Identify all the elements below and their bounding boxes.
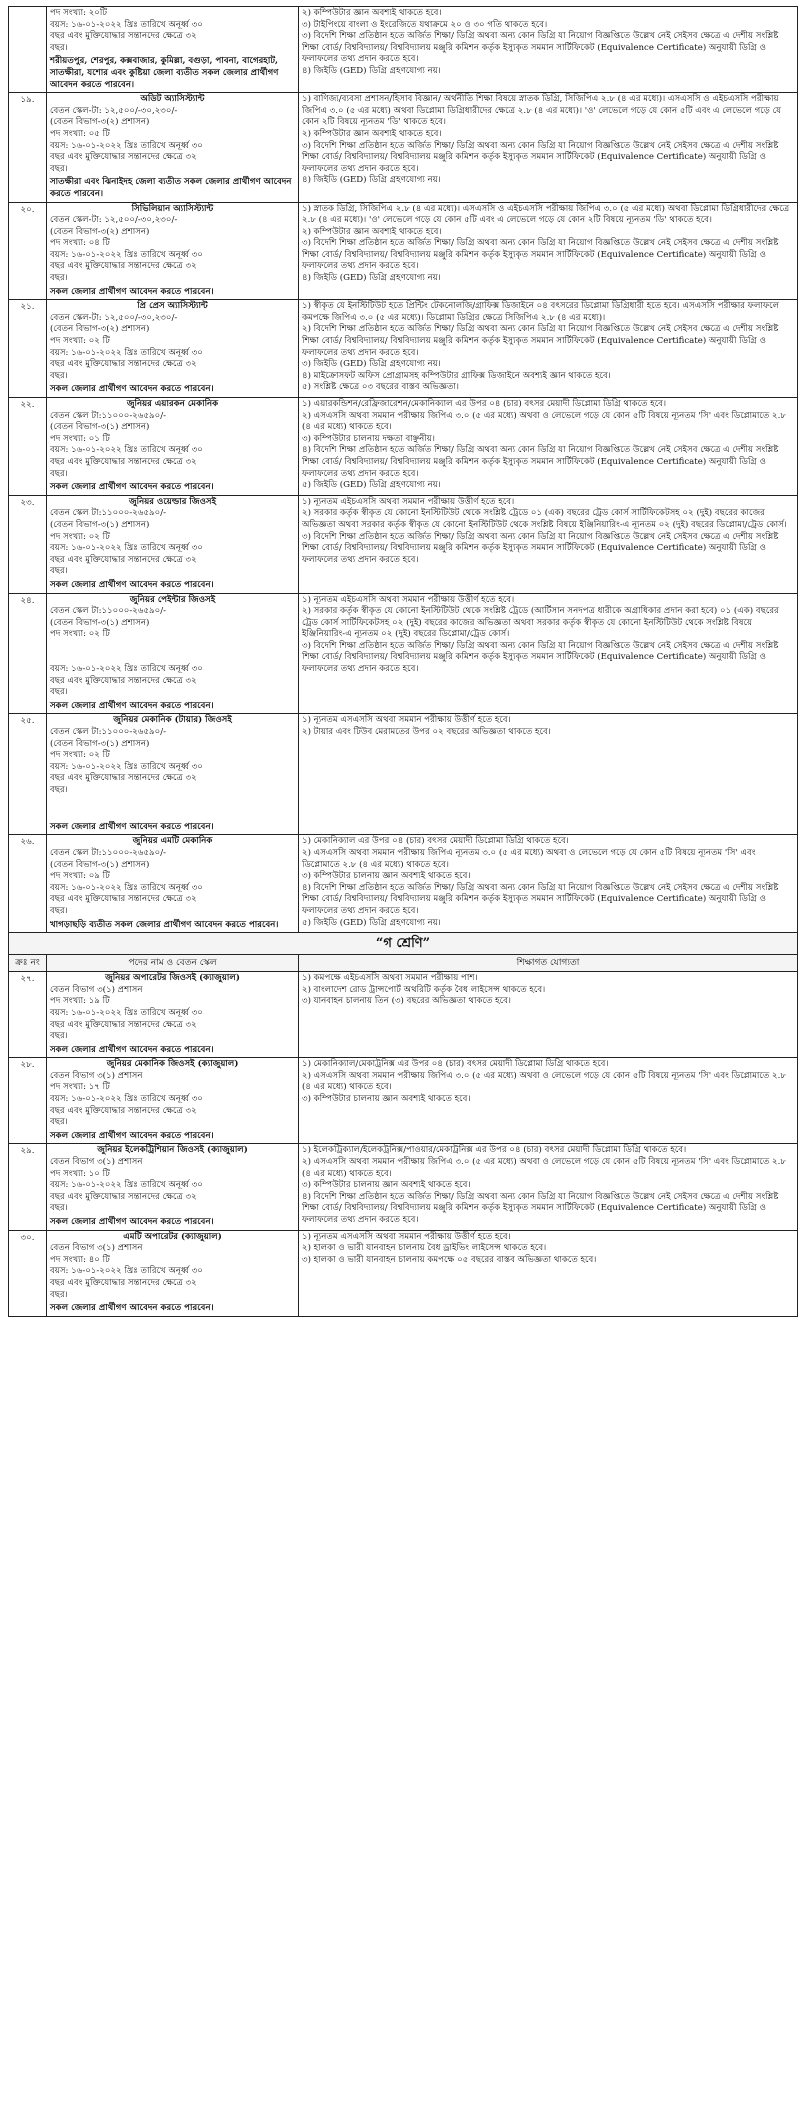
post-title: জুনিয়র মেকানিক জিওসই (ক্যাজুয়াল) — [106, 1059, 239, 1070]
post-detail-line: বছর। — [50, 370, 68, 381]
post-detail-line: পদ সংখ্যা: ০২ টি — [50, 629, 110, 640]
serial-number: ২৮. — [9, 1058, 47, 1144]
post-detail-line: (বেতন বিভাগ-৩(১) প্রশাসন) — [50, 738, 150, 749]
qualification-item: ২) এসএসসি অথবা সমমান পরীক্ষায় জিপিএ ৩.০ (৫ এর মধ্যে) অথবা ও লেভেলে গড়ে যে কোন ৫টি বিষয়ে ন্যূনতম 'সি' এবং ডিপ্লোমাতে ২.৮ (৪ এর মধ্যে) থাকতে হবে। — [302, 1070, 786, 1093]
post-detail-line: বছর। — [50, 785, 68, 795]
qualification-item: ৩) কম্পিউটার চালনায় জ্ঞান অবশ্যই থাকতে হবে। — [302, 871, 471, 882]
post-title: জুনিয়র ওয়েল্ডার জিওসই — [128, 496, 217, 507]
table-row — [9, 1230, 798, 1316]
eligible-districts-note: সাতক্ষীরা এবং ঝিনাইদহ জেলা ব্যতীত সকল জেলার প্রার্থীগণ আবেদন করতে পারবেন। — [50, 177, 292, 199]
post-details — [47, 1230, 299, 1316]
post-detail-line: বয়স: ১৬-০১-২০২২ খ্রিঃ তারিখে অনূর্ধ্ব ৩০ — [50, 1180, 203, 1191]
eligible-districts-note: শরীয়তপুর, শেরপুর, কক্সবাজার, কুমিল্লা, বগুড়া, পাবনা, বাগেরহাট, সাতক্ষীরা, যশোর এবং কুষ্টিয়া জেলা ব্যতীত সকল জেলার প্রার্থীগণ আবেদন করতে পারবেন। — [50, 56, 279, 90]
qualification-item: ১) ন্যূনতম এসএসসি অথবা সমমান পরীক্ষায় উত্তীর্ণ হতে হবে। — [302, 715, 511, 726]
table-header-row — [9, 955, 798, 972]
post-detail-line: বছর এবং মুক্তিযোদ্ধার সন্তানদের ক্ষেত্রে ৩২ — [50, 456, 197, 467]
serial-number: ২৪. — [9, 593, 47, 714]
table-row — [9, 835, 798, 933]
qualification-item: ৩) কম্পিউটার চালনায় জ্ঞান অবশ্যই থাকতে হবে। — [302, 1094, 471, 1105]
qualification-cell — [299, 714, 798, 835]
post-detail-line: বছর। — [50, 1117, 68, 1128]
eligible-districts-note: সকল জেলার প্রার্থীগণ আবেদন করতে পারবেন। — [50, 821, 214, 832]
qualification-item: ১) ন্যূনতম এসএসসি অথবা সমমান পরীক্ষায় উত্তীর্ণ হতে হবে। — [302, 1231, 511, 1242]
qualification-cell — [299, 300, 798, 398]
eligible-districts-note: খাগড়াছড়ি ব্যতীত সকল জেলার প্রার্থীগণ আবেদন করতে পারবেন। — [50, 919, 279, 930]
eligible-districts-note: সকল জেলার প্রার্থীগণ আবেদন করতে পারবেন। — [50, 286, 214, 297]
post-details — [47, 93, 299, 202]
post-details — [47, 300, 299, 398]
qualification-item: ১) মেকানিক্যাল/মেকাট্রনিক্স এর উপর ০৪ (চার) বৎসর মেয়াদী ডিপ্লোমা ডিগ্রি থাকতে হবে। — [302, 1059, 609, 1070]
post-detail-line: (বেতন বিভাগ-৩(২) প্রশাসন) — [50, 226, 150, 237]
post-details — [47, 495, 299, 593]
post-detail-line: বছর এবং মুক্তিযোদ্ধার সন্তানদের ক্ষেত্রে ৩২ — [50, 894, 197, 905]
qualification-item: ২) এসএসসি অথবা সমমান পরীক্ষায় জিপিএ ৩.০ (৫ এর মধ্যে) অথবা ও লেভেলে গড়ে যে কোন ৫টি বিষয়ে ন্যূনতম 'সি' এবং ডিপ্লোমাতে ২.৮ (৪ এর মধ্যে) থাকতে হবে। — [302, 410, 786, 433]
post-detail-line: বছর এবং মুক্তিযোদ্ধার সন্তানদের ক্ষেত্রে ৩২ — [50, 261, 197, 272]
post-detail-line: বছর। — [50, 42, 68, 53]
post-detail-line: বয়স: ১৬-০১-২০২২ খ্রিঃ তারিখে অনূর্ধ্ব ৩০ — [50, 249, 203, 260]
post-detail-line: বেতন স্কেল টা:১১০০০-২৬৫৯০/- — [50, 606, 166, 617]
table-row — [9, 300, 798, 398]
qualification-item: ৩) বিদেশি শিক্ষা প্রতিষ্ঠান হতে অর্জিত শিক্ষা/ ডিগ্রি অথবা অন্য কোন ডিগ্রি যা নিয়োগ বিজ্ঞপ্তিতে উল্লেখ নেই সেইসব ক্ষেত্রে এ দেশীয় সংশ্লিষ্ট শিক্ষা বোর্ড/ বিশ্ববিদ্যালয়/ বিশ্ববিদ্যালয় মঞ্জুরি কমিশন কর্তৃক ইস্যুকৃত সমমান সার্টিফিকেট (Equivalence Certificate) অনুযায়ী ডিগ্রি ও ফলাফলের তথ্য প্রদান করতে হবে। — [302, 140, 779, 174]
serial-number: ১৯. — [9, 93, 47, 202]
blank-line — [50, 797, 295, 809]
qualification-cell — [299, 1058, 798, 1144]
post-detail-line: পদ সংখ্যা: ০৯ টি — [50, 871, 110, 882]
post-title: জুনিয়র ইলেকট্রিশিয়ান জিওসই (ক্যাজুয়াল) — [97, 1145, 248, 1156]
eligible-districts-note: সকল জেলার প্রার্থীগণ আবেদন করতে পারবেন। — [50, 579, 214, 590]
qualification-item: ১) স্বীকৃত যে ইনস্টিটিউট হতে প্রিন্টিং টেকনোলজি/গ্রাফিক্স ডিজাইনে ০৪ বৎসরের ডিপ্লোমা ডিগ্রিধারী হতে হবে। এসএসসি পরীক্ষার ফলাফলে কমপক্ষে জিপিএ ৩.০ (৫ এর মধ্যে)। ডিপ্লোমা ডিগ্রির ক্ষেত্রে সিজিপিএ ২.৮ (৪ এর মধ্যে)। — [302, 301, 779, 323]
post-detail-line: পদ সংখ্যা: ১৭ টি — [50, 1082, 110, 1093]
qualification-item: ২) সরকার কর্তৃক স্বীকৃত যে কোনো ইনস্টিটিউট থেকে সংশ্লিষ্ট ট্রেডে ০১ (এক) বছরের ট্রেড কোর্স সার্টিফিকেটসহ ০২ (দুই) বছরের কাজের অভিজ্ঞতা অথবা সরকার কর্তৃক স্বীকৃত যে কোনো ইনস্টিটিউট থেকে সংশ্লিষ্ট বিষয়ে ইঞ্জিনিয়ারিং-এ ন্যূনতম ০২ (দুই) বছরের ডিপ্লোমা/ট্রেড কোর্স। — [302, 508, 787, 530]
post-detail-line: পদ সংখ্যা: ০৫ টি — [50, 128, 110, 139]
post-details — [47, 714, 299, 835]
category-c-heading-row — [9, 933, 798, 955]
category-c-section — [9, 933, 798, 972]
serial-number: ২৭. — [9, 972, 47, 1058]
post-detail-line: বয়স: ১৬-০১-২০২২ খ্রিঃ তারিখে অনূর্ধ্ব ৩০ — [50, 664, 203, 675]
post-detail-line: বছর। — [50, 1289, 68, 1300]
post-detail-line: বয়স: ১৬-০১-২০২২ খ্রিঃ তারিখে অনূর্ধ্ব ৩০ — [50, 1007, 203, 1018]
qualification-item: ২) বাংলাদেশ রোড ট্রান্সপোর্ট অথরিটি কর্তৃক বৈধ লাইসেন্স থাকতে হবে। — [302, 984, 546, 995]
post-detail-line: বছর। — [50, 905, 68, 916]
qualification-item: ৩) বিদেশি শিক্ষা প্রতিষ্ঠান হতে অর্জিত শিক্ষা/ ডিগ্রি অথবা অন্য কোন ডিগ্রি যা নিয়োগ বিজ্ঞপ্তিতে উল্লেখ নেই সেইসব ক্ষেত্রে এ দেশীয় সংশ্লিষ্ট শিক্ষা বোর্ড/ বিশ্ববিদ্যালয়/ বিশ্ববিদ্যালয় মঞ্জুরি কমিশন কর্তৃক ইস্যুকৃত সমমান সার্টিফিকেট (Equivalence Certificate) অনুযায়ী ডিগ্রি ও ফলাফলের তথ্য প্রদান করতে হবে। — [302, 531, 779, 565]
qualification-item: ২) সরকার কর্তৃক স্বীকৃত যে কোনো ইনস্টিটিউট থেকে সংশ্লিষ্ট ট্রেডে (আর্টিসান সনদপত্র ধারীকে অগ্রাধিকার প্রদান করা হবে) ০১ (এক) বছরের ট্রেড কোর্স সার্টিফিকেটসহ ০২ (দুই) বছরের কাজের অভিজ্ঞতা অথবা সরকার কর্তৃক স্বীকৃত যে কোনো ইনস্টিটিউট থেকে সংশ্লিষ্ট বিষয়ে ইঞ্জিনিয়ারিং-এ ন্যূনতম ০২ (দুই) বছরের ডিপ্লোমা/ট্রেড কোর্স। — [302, 606, 779, 640]
qualification-item: ২) কম্পিউটার জ্ঞান অবশ্যই থাকতে হবে। — [302, 128, 442, 139]
category-c-rows — [9, 972, 798, 1317]
post-detail-line: পদ সংখ্যা: ০২ টি — [50, 531, 110, 542]
blank-line — [50, 641, 295, 653]
post-detail-line: পদ সংখ্যা: ২০টি — [50, 8, 108, 18]
post-detail-line: বছর এবং মুক্তিযোদ্ধার সন্তানদের ক্ষেত্রে ৩২ — [50, 773, 197, 784]
post-detail-line: বয়স: ১৬-০১-২০২২ খ্রিঃ তারিখে অনূর্ধ্ব ৩০ — [50, 761, 203, 772]
post-detail-line: বেতন বিভাগ ৩(১) প্রশাসন — [50, 1157, 143, 1168]
post-title: জুনিয়র মেকানিক (টায়ার) জিওসই — [113, 715, 232, 726]
qualification-item: ৩) কম্পিউটার চালনায় জ্ঞান অবশ্যই থাকতে হবে। — [302, 1180, 471, 1191]
eligible-districts-note: সকল জেলার প্রার্থীগণ আবেদন করতে পারবেন। — [50, 482, 214, 493]
qualification-cell — [299, 398, 798, 496]
post-detail-line: বছর। — [50, 1031, 68, 1042]
qualification-item: ১) স্নাতক ডিগ্রি, সিজিপিএ ২.৮ (৪ এর মধ্যে)। এসএসসি ও এইচএসসি পরীক্ষায় জিপিএ ৩.০ (৫ এর মধ্যে) অথবা ডিপ্লোমা ডিগ্রিধারীদের ক্ষেত্রে ২.৮ (৪ এর মধ্যে)। 'ও' লেভেলে গড়ে যে কোন ৫টি এবং এ লেভেলে গড়ে যে কোন ২টি বিষয়ে ন্যূনতম 'ডি' থাকতে হবে। — [302, 203, 790, 226]
qualification-item: ২) কম্পিউটার জ্ঞান অবশ্যই থাকতে হবে। — [302, 226, 442, 237]
post-details — [47, 1144, 299, 1230]
table-row — [9, 714, 798, 835]
post-details — [47, 1058, 299, 1144]
qualification-cell — [299, 1144, 798, 1230]
serial-number: ২২. — [9, 398, 47, 496]
post-detail-line: বয়স: ১৬-০১-২০২২ খ্রিঃ তারিখে অনূর্ধ্ব ৩০ — [50, 882, 203, 893]
post-details — [47, 835, 299, 933]
qualification-item: ১) এয়ারকন্ডিশন/রেফ্রিজারেশন/মেকানিক্যাল এর উপর ০৪ (চার) বৎসর মেয়াদী ডিপ্লোমা ডিগ্রি থাকতে হবে। — [302, 399, 667, 409]
post-detail-line: বেতন স্কেল টা:১১০০০-২৬৫৯০/- — [50, 410, 166, 421]
qualification-item: ১) কমপক্ষে এইচএসসি অথবা সমমান পরীক্ষায় পাশ। — [302, 973, 478, 984]
qualification-item: ২) এসএসসি অথবা সমমান পরীক্ষায় জিপিএ ৩.০ (৫ এর মধ্যে) অথবা ও লেভেলে গড়ে যে কোন ৫টি বিষয়ে ন্যূনতম 'সি' এবং ডিপ্লোমাতে ২.৮ (৪ এর মধ্যে) থাকতে হবে। — [302, 1157, 786, 1179]
qualification-item: ৩) বিদেশি শিক্ষা প্রতিষ্ঠান হতে অর্জিত শিক্ষা/ ডিগ্রি অথবা অন্য কোন ডিগ্রি যা নিয়োগ বিজ্ঞপ্তিতে উল্লেখ নেই সেইসব ক্ষেত্রে এ দেশীয় সংশ্লিষ্ট শিক্ষা বোর্ড/ বিশ্ববিদ্যালয়/ বিশ্ববিদ্যালয় মঞ্জুরি কমিশন কর্তৃক ইস্যুকৃত সমমান সার্টিফিকেট (Equivalence Certificate) অনুযায়ী ডিগ্রি ও ফলাফলের তথ্য প্রদান করতে হবে। — [302, 640, 779, 675]
serial-number: ২৬. — [9, 835, 47, 933]
post-detail-line: বছর এবং মুক্তিযোদ্ধার সন্তানদের ক্ষেত্রে ৩২ — [50, 675, 197, 686]
header-post-name: পদের নাম ও বেতন স্কেল — [47, 955, 299, 972]
qualification-item: ২) টায়ার এবং টিউব মেরামতের উপর ০২ বছরের অভিজ্ঞতা থাকতে হবে। — [302, 727, 551, 738]
table-row — [9, 495, 798, 593]
table-row — [9, 202, 798, 300]
table-row — [9, 398, 798, 496]
post-title: জুনিয়র এয়ারকন মেকানিক — [126, 399, 219, 409]
post-detail-line: বছর। — [50, 273, 68, 284]
post-details — [47, 7, 299, 93]
qualification-item: ৩) টাইপিংয়ে বাংলা ও ইংরেজিতে যথাক্রমে ২০ ও ৩০ গতি থাকতে হবে। — [302, 19, 548, 30]
table-row — [9, 1058, 798, 1144]
qualification-item: ৩) বিদেশি শিক্ষা প্রতিষ্ঠান হতে অর্জিত শিক্ষা/ ডিগ্রি অথবা অন্য কোন ডিগ্রি যা নিয়োগ বিজ্ঞপ্তিতে উল্লেখ নেই সেইসব ক্ষেত্রে এ দেশীয় সংশ্লিষ্ট শিক্ষা বোর্ড/ বিশ্ববিদ্যালয়/ বিশ্ববিদ্যালয় মঞ্জুরি কমিশন কর্তৃক ইস্যুকৃত সমমান সার্টিফিকেট (Equivalence Certificate) অনুযায়ী ডিগ্রি ও ফলাফলের তথ্য প্রদান করতে হবে। — [302, 31, 779, 65]
post-detail-line: বছর এবং মুক্তিযোদ্ধার সন্তানদের ক্ষেত্রে ৩২ — [50, 1277, 197, 1288]
qualification-item: ৩) কম্পিউটার চালনায় দক্ষতা বাঞ্ছনীয়। — [302, 433, 435, 444]
serial-number: ২৯. — [9, 1144, 47, 1230]
post-detail-line: বছর এবং মুক্তিযোদ্ধার সন্তানদের ক্ষেত্রে ৩২ — [50, 359, 197, 370]
qualification-cell — [299, 202, 798, 300]
post-detail-line: পদ সংখ্যা: ০৪ টি — [50, 238, 110, 249]
post-detail-line: বয়স: ১৬-০১-২০২২ খ্রিঃ তারিখে অনূর্ধ্ব ৩০ — [50, 445, 203, 456]
post-detail-line: (বেতন বিভাগ-৩(১) প্রশাসন) — [50, 422, 150, 433]
post-detail-line: বয়স: ১৬-০১-২০২২ খ্রিঃ তারিখে অনূর্ধ্ব ৩০ — [50, 347, 203, 358]
post-detail-line: বছর এবং মুক্তিযোদ্ধার সন্তানদের ক্ষেত্রে ৩২ — [50, 31, 197, 42]
qualification-item: ৩) জিইডি (GED) ডিগ্রি গ্রহণযোগ্য নয়। — [302, 359, 441, 370]
post-detail-line: (বেতন বিভাগ-৩(১) প্রশাসন) — [50, 617, 150, 628]
qualification-item: ৫) জিইডি (GED) ডিগ্রি গ্রহণযোগ্য নয়। — [302, 480, 441, 491]
post-detail-line: পদ সংখ্যা: ০১ টি — [50, 433, 110, 444]
post-detail-line: বেতন স্কেল-টা: ১২,৫০০/-৩০,২৩০/- — [50, 105, 178, 116]
qualification-item: ২) বিদেশি শিক্ষা প্রতিষ্ঠান হতে অর্জিত শিক্ষা/ ডিগ্রি অথবা অন্য কোন ডিগ্রি যা নিয়োগ বিজ্ঞপ্তিতে উল্লেখ নেই সেইসব ক্ষেত্রে এ দেশীয় সংশ্লিষ্ট শিক্ষা বোর্ড/ বিশ্ববিদ্যালয়/ বিশ্ববিদ্যালয় মঞ্জুরি কমিশন কর্তৃক ইস্যুকৃত সমমান সার্টিফিকেট (Equivalence Certificate) অনুযায়ী ডিগ্রি ও ফলাফলের তথ্য প্রদান করতে হবে। — [302, 324, 779, 358]
post-detail-line: বছর। — [50, 1203, 68, 1214]
qualification-item: ৩) বিদেশি শিক্ষা প্রতিষ্ঠান হতে অর্জিত শিক্ষা/ ডিগ্রি অথবা অন্য কোন ডিগ্রি যা নিয়োগ বিজ্ঞপ্তিতে উল্লেখ নেই সেইসব ক্ষেত্রে এ দেশীয় সংশ্লিষ্ট শিক্ষা বোর্ড/ বিশ্ববিদ্যালয়/ বিশ্ববিদ্যালয় মঞ্জুরি কমিশন কর্তৃক ইস্যুকৃত সমমান সার্টিফিকেট (Equivalence Certificate) অনুযায়ী ডিগ্রি ও ফলাফলের তথ্য প্রদান করতে হবে। — [302, 238, 779, 272]
qualification-cell — [299, 1230, 798, 1316]
qualification-cell — [299, 972, 798, 1058]
qualification-item: ২) হালকা ও ভারী যানবাহন চালনায় বৈধ ড্রাইভিং লাইসেন্স থাকতে হবে। — [302, 1243, 547, 1254]
post-title: সিভিলিয়ান অ্যাসিস্ট্যান্ট — [131, 203, 214, 214]
post-detail-line: বয়স: ১৬-০১-২০২২ খ্রিঃ তারিখে অনূর্ধ্ব ৩০ — [50, 1094, 203, 1105]
qualification-cell — [299, 93, 798, 202]
qualification-item: ৪) বিদেশি শিক্ষা প্রতিষ্ঠান হতে অর্জিত শিক্ষা/ ডিগ্রি অথবা অন্য কোন ডিগ্রি যা নিয়োগ বিজ্ঞপ্তিতে উল্লেখ নেই সেইসব ক্ষেত্রে এ দেশীয় সংশ্লিষ্ট শিক্ষা বোর্ড/ বিশ্ববিদ্যালয়/ বিশ্ববিদ্যালয় মঞ্জুরি কমিশন কর্তৃক ইস্যুকৃত সমমান সার্টিফিকেট (Equivalence Certificate) অনুযায়ী ডিগ্রি ও ফলাফলের তথ্য প্রদান করতে হবে। — [302, 445, 779, 479]
post-details — [47, 593, 299, 714]
qualification-cell — [299, 593, 798, 714]
post-detail-line: বছর। — [50, 163, 68, 174]
eligible-districts-note: সকল জেলার প্রার্থীগণ আবেদন করতে পারবেন। — [50, 384, 214, 395]
post-title: অডিট অ্যাসিস্ট্যান্ট — [140, 94, 205, 105]
header-serial: ক্রঃ নং — [9, 955, 47, 972]
qualification-item: ৪) জিইডি (GED) ডিগ্রি গ্রহণযোগ্য নয়। — [302, 65, 441, 76]
qualification-item: ৪) জিইডি (GED) ডিগ্রি গ্রহণযোগ্য নয়। — [302, 273, 441, 284]
post-detail-line: বছর এবং মুক্তিযোদ্ধার সন্তানদের ক্ষেত্রে ৩২ — [50, 1105, 197, 1116]
eligible-districts-note: সকল জেলার প্রার্থীগণ আবেদন করতে পারবেন। — [50, 1130, 214, 1141]
qualification-item: ১) ন্যূনতম এইচএসসি অথবা সমমান পরীক্ষায় উত্তীর্ণ হতে হবে। — [302, 496, 515, 507]
post-detail-line: বেতন স্কেল টা:১১০০০-২৬৫৯০/- — [50, 727, 166, 738]
qualification-item: ১) মেকানিক্যাল এর উপর ০৪ (চার) বৎসর মেয়াদী ডিপ্লোমা ডিগ্রি থাকতে হবে। — [302, 836, 569, 847]
post-title: জুনিয়র অপারেটর জিওসই (ক্যাজুয়াল) — [105, 973, 240, 984]
table-row — [9, 972, 798, 1058]
eligible-districts-note: সকল জেলার প্রার্থীগণ আবেদন করতে পারবেন। — [50, 1303, 214, 1314]
qualification-item: ৫) সংশ্লিষ্ট ক্ষেত্রে ০৩ বছরের বাস্তব অভিজ্ঞতা। — [302, 382, 459, 393]
qualification-item: ৪) মাইক্রোসফট অফিস প্রোগ্রামসহ কম্পিউটার গ্রাফিক্স ডিজাইনে অবশ্যই জ্ঞান থাকতে হবে। — [302, 370, 611, 381]
qualification-cell — [299, 495, 798, 593]
post-detail-line: পদ সংখ্যা: ০২ টি — [50, 750, 110, 761]
qualification-item: ৩) যানবাহন চালনায় তিন (৩) বছরের অভিজ্ঞতা থাকতে হবে। — [302, 996, 511, 1007]
post-details — [47, 202, 299, 300]
serial-number — [9, 7, 47, 93]
serial-number: ২৫. — [9, 714, 47, 835]
qualification-item: ৫) জিইডি (GED) ডিগ্রি গ্রহণযোগ্য নয়। — [302, 917, 441, 928]
post-detail-line: (বেতন বিভাগ-৩(১) প্রশাসন) — [50, 859, 150, 870]
post-detail-line: বেতন বিভাগ ৩(১) প্রশাসন — [50, 984, 143, 995]
qualification-item: ৪) বিদেশি শিক্ষা প্রতিষ্ঠান হতে অর্জিত শিক্ষা/ ডিগ্রি অথবা অন্য কোন ডিগ্রি যা নিয়োগ বিজ্ঞপ্তিতে উল্লেখ নেই সেইসব ক্ষেত্রে এ দেশীয় সংশ্লিষ্ট শিক্ষা বোর্ড/ বিশ্ববিদ্যালয়/ বিশ্ববিদ্যালয় মঞ্জুরি কমিশন কর্তৃক ইস্যুকৃত সমমান সার্টিফিকেট (Equivalence Certificate) অনুযায়ী ডিগ্রি ও ফলাফলের তথ্য প্রদান করতে হবে। — [302, 1191, 779, 1225]
post-detail-line: বয়স: ১৬-০১-২০২২ খ্রিঃ তারিখে অনূর্ধ্ব ৩০ — [50, 19, 203, 30]
post-detail-line: (বেতন বিভাগ-৩(২) প্রশাসন) — [50, 324, 150, 335]
post-detail-line: (বেতন বিভাগ-৩(১) প্রশাসন) — [50, 519, 150, 530]
post-title: জুনিয়র পেইন্টার জিওসই — [129, 594, 216, 605]
post-detail-line: বছর এবং মুক্তিযোদ্ধার সন্তানদের ক্ষেত্রে ৩২ — [50, 1019, 197, 1030]
qualification-item: ১) ইলেকট্রিক্যাল/ইলেকট্রনিক্স/পাওয়ার/মেকাট্রনিক্স এর উপর ০৪ (চার) বৎসর মেয়াদী ডিপ্লোমা ডিগ্রি থাকতে হবে। — [302, 1145, 687, 1156]
qualification-cell — [299, 7, 798, 93]
post-detail-line: বয়স: ১৬-০১-২০২২ খ্রিঃ তারিখে অনূর্ধ্ব ৩০ — [50, 140, 203, 151]
post-detail-line: বেতন স্কেল-টা: ১২,৫০০/-৩০,২৩০/- — [50, 215, 178, 226]
qualification-item: ১) বাণিজ্য/ব্যবসা প্রশাসন/হিসাব বিজ্ঞান/ অর্থনীতি শিক্ষা বিষয়ে স্নাতক ডিগ্রি, সিজিপিএ ২.৮ (৪ এর মধ্যে)। এসএসসি ও এইচএসসি পরীক্ষায় জিপিএ ৩.০ (৫ এর মধ্যে) অথবা ডিপ্লোমা ডিগ্রিধারীদের ক্ষেত্রে ২.৮ (৪ এর মধ্যে)। 'ও' লেভেলে গড়ে যে কোন ৫টি এবং এ লেভেলে গড়ে যে কোন ২টি বিষয়ে ন্যূনতম 'ডি' থাকতে হবে। — [302, 94, 782, 128]
post-detail-line: বয়স: ১৬-০১-২০২২ খ্রিঃ তারিখে অনূর্ধ্ব ৩০ — [50, 543, 203, 554]
table-row — [9, 93, 798, 202]
qualification-item: ৩) হালকা ও ভারী যানবাহন চালনায় কমপক্ষে ০৫ বছরের বাস্তব অভিজ্ঞতা থাকতে হবে। — [302, 1254, 597, 1265]
header-qualification: শিক্ষাগত যোগ্যতা — [299, 955, 798, 972]
serial-number: ২৩. — [9, 495, 47, 593]
post-detail-line: বছর এবং মুক্তিযোদ্ধার সন্তানদের ক্ষেত্রে ৩২ — [50, 554, 197, 565]
serial-number: ৩০. — [9, 1230, 47, 1316]
post-title: এমটি অপারেটর (ক্যাজুয়াল) — [123, 1231, 222, 1242]
post-detail-line: বছর। — [50, 687, 68, 698]
post-detail-line: বেতন স্কেল টা:১১০০০-২৬৫৯০/- — [50, 847, 166, 858]
table-row-continued — [9, 7, 798, 93]
table-row — [9, 593, 798, 714]
post-detail-line: পদ সংখ্যা: ০২ টি — [50, 336, 110, 347]
qualification-item: ৪) জিইডি (GED) ডিগ্রি গ্রহণযোগ্য নয়। — [302, 175, 441, 186]
post-detail-line: বছর এবং মুক্তিযোদ্ধার সন্তানদের ক্ষেত্রে ৩২ — [50, 152, 197, 163]
qualification-item: ৪) বিদেশি শিক্ষা প্রতিষ্ঠান হতে অর্জিত শিক্ষা/ ডিগ্রি অথবা অন্য কোন ডিগ্রি যা নিয়োগ বিজ্ঞপ্তিতে উল্লেখ নেই সেইসব ক্ষেত্রে এ দেশীয় সংশ্লিষ্ট শিক্ষা বোর্ড/ বিশ্ববিদ্যালয়/ বিশ্ববিদ্যালয় মঞ্জুরি কমিশন কর্তৃক ইস্যুকৃত সমমান সার্টিফিকেট (Equivalence Certificate) অনুযায়ী ডিগ্রি ও ফলাফলের তথ্য প্রদান করতে হবে। — [302, 882, 779, 916]
post-title: প্রি প্রেস অ্যাসিস্ট্যান্ট — [137, 301, 208, 312]
eligible-districts-note: সকল জেলার প্রার্থীগণ আবেদন করতে পারবেন। — [50, 700, 214, 711]
eligible-districts-note: সকল জেলার প্রার্থীগণ আবেদন করতে পারবেন। — [50, 1217, 214, 1227]
blank-line — [50, 808, 295, 820]
post-detail-line: বয়স: ১৬-০১-২০২২ খ্রিঃ তারিখে অনূর্ধ্ব ৩০ — [50, 1266, 203, 1277]
post-detail-line: পদ সংখ্যা: ১০ টি — [50, 1168, 110, 1179]
serial-number: ২১. — [9, 300, 47, 398]
post-detail-line: বেতন বিভাগ ৩(১) প্রশাসন — [50, 1243, 143, 1254]
post-detail-line: পদ সংখ্যা: ৪০ টি — [50, 1254, 110, 1265]
qualification-cell — [299, 835, 798, 933]
table-row — [9, 1144, 798, 1230]
post-detail-line: বছর। — [50, 566, 68, 577]
post-detail-line: বছর এবং মুক্তিযোদ্ধার সন্তানদের ক্ষেত্রে ৩২ — [50, 1191, 197, 1202]
blank-line — [50, 652, 295, 664]
post-title: জুনিয়র এমটি মেকানিক — [132, 836, 213, 847]
qualification-item: ১) ন্যূনতম এইচএসসি অথবা সমমান পরীক্ষায় উত্তীর্ণ হতে হবে। — [302, 594, 515, 605]
category-b-rows — [9, 7, 798, 933]
post-detail-line: বেতন স্কেল-টা: ১২,৫০০/-৩০,২৩০/- — [50, 312, 178, 323]
post-details — [47, 972, 299, 1058]
post-detail-line: (বেতন বিভাগ-৩(২) প্রশাসন) — [50, 117, 150, 128]
post-details — [47, 398, 299, 496]
qualification-item: ২) এসএসসি অথবা সমমান পরীক্ষায় জিপিএ ন্যূনতম ৩.০ (৫ এর মধ্যে) অথবা ও লেভেলে গড়ে যে কোন ৫টি বিষয়ে ন্যূনতম 'সি' এবং ডিপ্লোমাতে ২.৮ (৪ এর মধ্যে) থাকতে হবে। — [302, 847, 756, 870]
post-detail-line: বেতন স্কেল টা:১১০০০-২৬৫৯০/- — [50, 508, 166, 519]
recruitment-table — [8, 6, 798, 1317]
post-detail-line: পদ সংখ্যা: ১৯ টি — [50, 996, 110, 1007]
post-detail-line: বছর। — [50, 468, 68, 479]
eligible-districts-note: সকল জেলার প্রার্থীগণ আবেদন করতে পারবেন। — [50, 1044, 214, 1055]
post-detail-line: বেতন বিভাগ ৩(১) প্রশাসন — [50, 1070, 143, 1081]
recruitment-table-document — [8, 6, 797, 1317]
qualification-item: ২) কম্পিউটার জ্ঞান অবশ্যই থাকতে হবে। — [302, 8, 442, 18]
category-c-heading: “গ শ্রেণি” — [9, 933, 798, 955]
serial-number: ২০. — [9, 202, 47, 300]
